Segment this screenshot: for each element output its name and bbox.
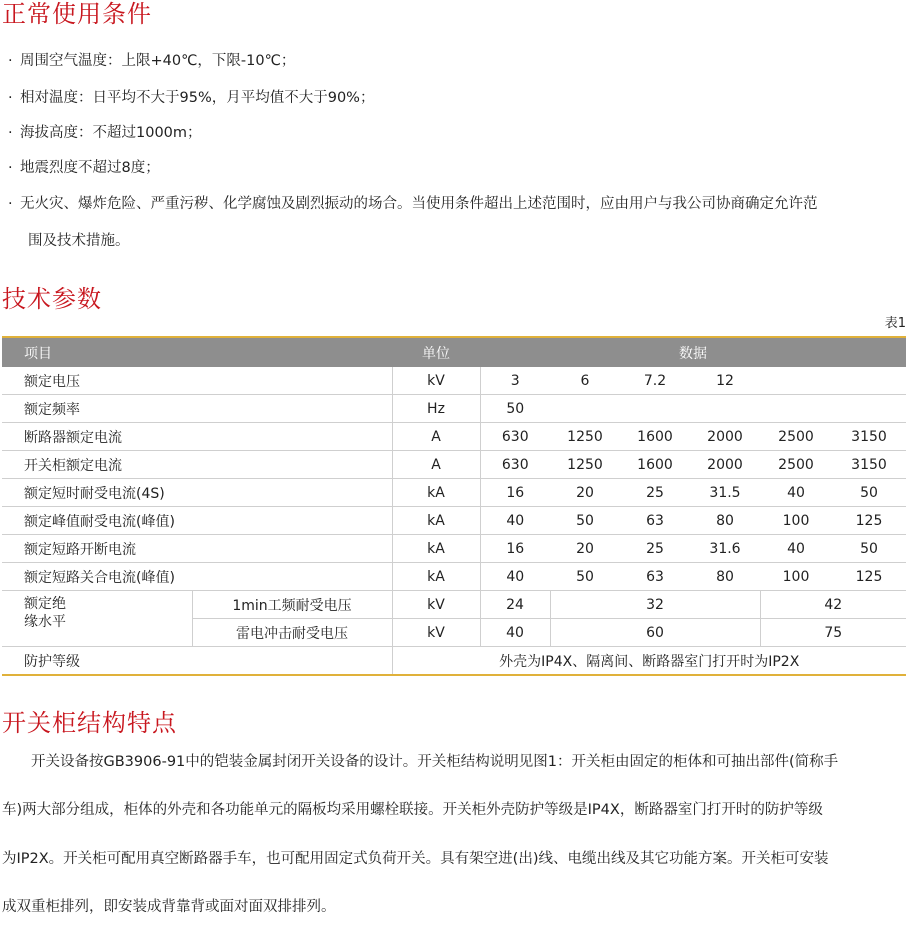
row-value: 3150 <box>832 451 906 479</box>
row-unit: kA <box>392 507 480 535</box>
row-value <box>832 395 906 423</box>
table-row <box>2 451 906 479</box>
row-subitem: 雷电冲击耐受电压 <box>192 619 392 647</box>
row-value: 12 <box>690 367 760 395</box>
row-value: 50 <box>480 395 550 423</box>
row-value <box>760 367 832 395</box>
row-value: 外壳为IP4X、隔离间、断路器室门打开时为IP2X <box>392 647 906 676</box>
row-value: 40 <box>480 619 550 647</box>
row-item-insulation: 额定绝 缘水平 <box>2 591 192 647</box>
row-value: 2000 <box>690 451 760 479</box>
header-item: 项目 <box>2 337 392 367</box>
row-value: 31.6 <box>690 535 760 563</box>
row-value: 25 <box>620 479 690 507</box>
row-value: 60 <box>550 619 760 647</box>
row-unit: A <box>392 451 480 479</box>
row-item: 额定短时耐受电流(4S) <box>2 479 392 507</box>
tech-params-table <box>2 336 906 676</box>
section-title-usage: 正常使用条件 <box>2 0 152 28</box>
row-value: 42 <box>760 591 906 619</box>
table-row <box>2 395 906 423</box>
header-data: 数据 <box>480 337 906 367</box>
row-value: 6 <box>550 367 620 395</box>
row-item: 额定频率 <box>2 395 392 423</box>
row-value: 16 <box>480 535 550 563</box>
table-row <box>2 507 906 535</box>
table-row <box>2 535 906 563</box>
section-title-tech: 技术参数 <box>2 285 102 313</box>
row-item: 防护等级 <box>2 647 392 676</box>
row-item: 开关柜额定电流 <box>2 451 392 479</box>
row-value: 20 <box>550 535 620 563</box>
row-unit: kV <box>392 367 480 395</box>
row-item: 断路器额定电流 <box>2 423 392 451</box>
usage-item: · 海拔高度：不超过1000m； <box>8 125 202 141</box>
row-value: 40 <box>480 563 550 591</box>
section-title-structure: 开关柜结构特点 <box>2 709 177 737</box>
table-row-insulation-1 <box>2 591 906 619</box>
row-value: 25 <box>620 535 690 563</box>
row-value <box>760 395 832 423</box>
row-value: 50 <box>550 563 620 591</box>
table-row <box>2 423 906 451</box>
row-value: 1250 <box>550 451 620 479</box>
row-value: 50 <box>832 535 906 563</box>
row-unit: kA <box>392 535 480 563</box>
usage-item: · 周围空气温度：上限+40℃，下限-10℃； <box>8 53 296 69</box>
row-unit: kV <box>392 591 480 619</box>
structure-paragraph-line: 车)两大部分组成，柜体的外壳和各功能单元的隔板均采用螺栓联接。开关柜外壳防护等级是IP4X，断路器室门打开时的防护等级 <box>2 802 823 818</box>
row-value: 630 <box>480 451 550 479</box>
usage-item-continuation: 围及技术措施。 <box>28 233 130 249</box>
row-item: 额定峰值耐受电流(峰值) <box>2 507 392 535</box>
usage-item: · 相对温度：日平均不大于95%，月平均值不大于90%； <box>8 90 375 106</box>
row-item: 额定电压 <box>2 367 392 395</box>
row-unit: kA <box>392 563 480 591</box>
table-row-protection <box>2 647 906 676</box>
row-value: 125 <box>832 507 906 535</box>
row-value: 16 <box>480 479 550 507</box>
row-value: 125 <box>832 563 906 591</box>
usage-item: · 无火灾、爆炸危险、严重污秽、化学腐蚀及剧烈振动的场合。当使用条件超出上述范围时，应由用户与我公司协商确定允许范 <box>8 196 818 212</box>
row-value <box>832 367 906 395</box>
table-row <box>2 479 906 507</box>
row-value: 40 <box>760 479 832 507</box>
row-value: 1250 <box>550 423 620 451</box>
row-value: 40 <box>480 507 550 535</box>
row-value <box>620 395 690 423</box>
row-value: 7.2 <box>620 367 690 395</box>
row-value: 63 <box>620 507 690 535</box>
row-value: 63 <box>620 563 690 591</box>
table-row <box>2 367 906 395</box>
row-unit: A <box>392 423 480 451</box>
row-unit: Hz <box>392 395 480 423</box>
row-value: 40 <box>760 535 832 563</box>
row-unit: kV <box>392 619 480 647</box>
row-subitem: 1min工频耐受电压 <box>192 591 392 619</box>
row-value: 1600 <box>620 423 690 451</box>
row-value: 1600 <box>620 451 690 479</box>
structure-paragraph-line: 成双重柜排列，即安装成背靠背或面对面双排排列。 <box>2 899 336 915</box>
row-unit: kA <box>392 479 480 507</box>
table-row <box>2 563 906 591</box>
row-value: 50 <box>832 479 906 507</box>
row-value <box>550 395 620 423</box>
structure-paragraph-line: 为IP2X。开关柜可配用真空断路器手车，也可配用固定式负荷开关。具有架空进(出)线、电缆出线及其它功能方案。开关柜可安装 <box>2 851 829 867</box>
row-value: 32 <box>550 591 760 619</box>
row-value <box>690 395 760 423</box>
row-value: 3150 <box>832 423 906 451</box>
row-value: 3 <box>480 367 550 395</box>
row-value: 31.5 <box>690 479 760 507</box>
row-value: 20 <box>550 479 620 507</box>
usage-item: · 地震烈度不超过8度； <box>8 160 160 176</box>
row-value: 2500 <box>760 423 832 451</box>
row-value: 100 <box>760 563 832 591</box>
row-item: 额定短路开断电流 <box>2 535 392 563</box>
row-value: 80 <box>690 507 760 535</box>
row-value: 80 <box>690 563 760 591</box>
table-header-row <box>2 337 906 367</box>
row-value: 2500 <box>760 451 832 479</box>
table-caption: 表1 <box>884 316 906 331</box>
row-value: 100 <box>760 507 832 535</box>
header-unit: 单位 <box>392 337 480 367</box>
row-value: 75 <box>760 619 906 647</box>
row-value: 24 <box>480 591 550 619</box>
row-value: 630 <box>480 423 550 451</box>
row-value: 2000 <box>690 423 760 451</box>
row-value: 50 <box>550 507 620 535</box>
structure-paragraph-line: 开关设备按GB3906-91中的铠装金属封闭开关设备的设计。开关柜结构说明见图1：开关柜由固定的柜体和可抽出部件(简称手 <box>2 754 839 770</box>
row-item: 额定短路关合电流(峰值) <box>2 563 392 591</box>
